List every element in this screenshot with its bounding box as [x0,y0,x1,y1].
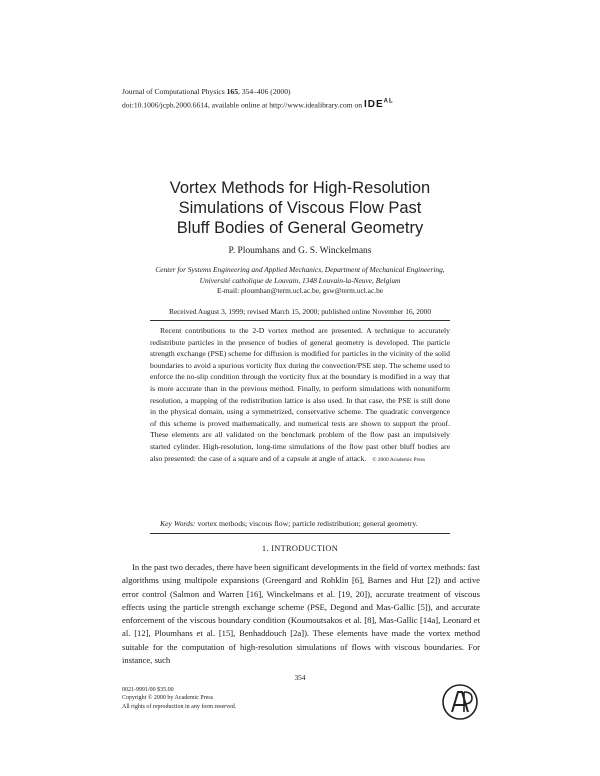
abstract-top-rule [150,320,450,321]
copyright-footer: 0021-9991/00 $35.00 Copyright © 2000 by Academic Press All rights of reproduction in any form reserved. [122,687,237,710]
introduction-paragraph: In the past two decades, there have been significant developments in the field of vortex methods: fast algorithms using multipole expansions (Greengard and Rohklin [6], Barnes and Hut [2]) and active error control (Salmon and Warren [16], Winckelmans et al. [19, 20]), accurate treatment of viscous effects using the particle strength exchange scheme (PSE, Degond and Mas-Gallic [5]), and accurate enforcement of the viscous boundary condition (Koumoutsakos et al. [8], Mas-Gallic [14a], Leonard et al. [12], Ploumhans et al. [15], Benhaddouch [2a]). These elements have made the vortex method suitable for the computation of high-resolution simulations of flows with viscous boundaries. For instance, such [122,562,480,666]
authors: P. Ploumhans and G. S. Winckelmans [228,246,372,256]
journal-citation: Journal of Computational Physics 165, 354–406 (2000) [122,87,291,96]
keywords-label: Key Words: [160,519,196,528]
abstract-copyright: © 2000 Academic Press [372,456,426,463]
paper-title: Vortex Methods for High-Resolution Simulations of Viscous Flow Past Bluff Bodies of General Geometry [169,179,431,237]
author-email: E-mail: ploumhan@term.ucl.ac.be, gsw@term.ucl.ac.be [216,286,384,295]
journal-doi: doi:10.1006/jcph.2000.6614, available online at http://www.idealibrary.com on $IDE^{AL}$ [122,99,394,111]
ideal-logo: $IDE^{AL}$ [363,99,394,111]
academic-press-logo-icon [440,682,480,722]
section-heading: 1. INTRODUCTION [261,544,339,553]
journal-header [122,86,394,110]
abstract: Recent contributions to the 2-D vortex method are presented. A technique to accurately redistribute particles in the presence of bodies of general geometry is developed. The particle strength exchange (PSE) scheme for diffusion is modified for particles in the vicinity of the solid boundaries to avoid a spurious vorticity flux during the convection/PSE step. The scheme used to enforce the no-slip condition through the vorticity flux at the boundary is modified in a way that is more accurate than in the previous method. Finally, to perform simulations with nonuniform resolution, a mapping of the redistribution lattice is also used. In that case, the PSE is still done in the physical domain, using a symmetrized, conservative scheme. The quadratic convergence of this scheme is proved mathematically, and numerical tests are shown to support the proof. These elements are all validated on the benchmark problem of the flow past an impulsively started cylinder. High-resolution, long-time simulations of the flow past other bluff bodies are also presented: the case of a square and of a capsule at angle of attack. © 2000 Academic Press [150,326,450,463]
received-dates: Received August 3, 1999; revised March 15, 2000; published online November 16, 2000 [168,307,432,316]
keywords: Key Words: vortex methods; viscous flow; particle redistribution; general geometry. [160,519,418,528]
affiliation: Center for Systems Engineering and Applied Mechanics, Department of Mechanical Engineering, Université catholique de Louvain, 1348 Louvain-la-Neuve, Belgium E-mail: ploumhan@term.ucl.ac.be, gsw@term.ucl.ac.be [100,265,500,297]
page-number: 354 [294,673,306,682]
abstract-bottom-rule [150,533,450,534]
journal-volume: 165 [226,87,239,96]
